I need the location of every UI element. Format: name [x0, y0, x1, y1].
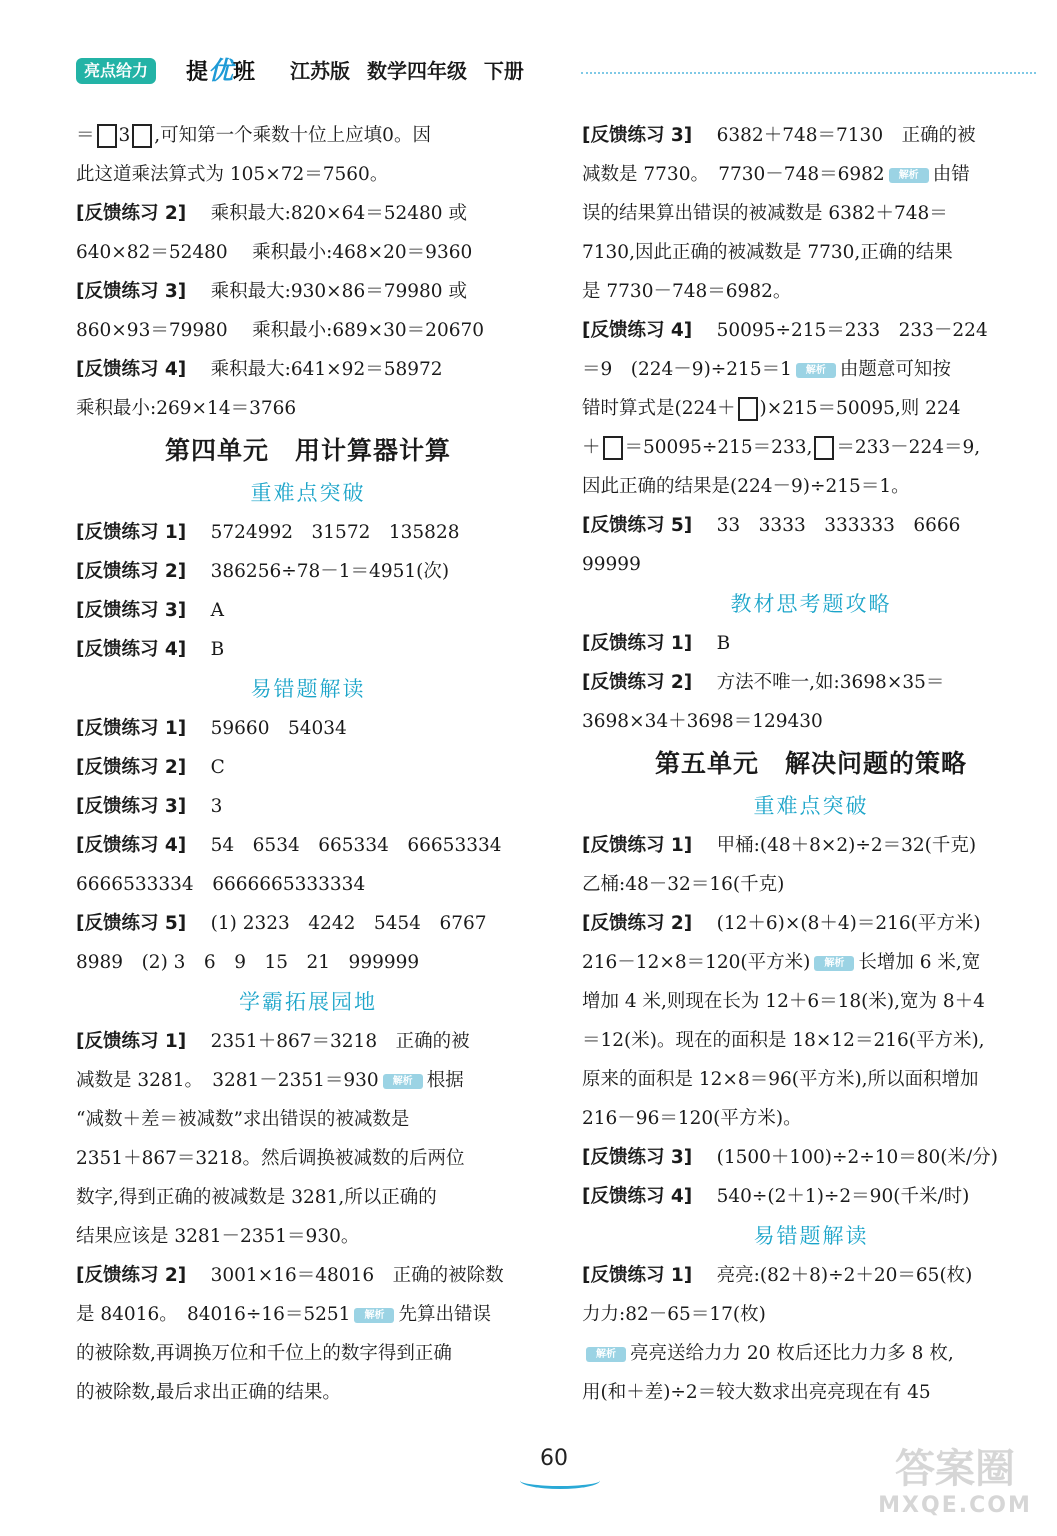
section-title: 教材思考题攻略: [730, 592, 892, 616]
answer-line: 216－12×8＝120(平方米) 解析 长增加 6 米,宽: [582, 952, 981, 973]
exercise-line: [反馈练习 4] 540÷(2＋1)÷2＝90(千米/时): [582, 1186, 970, 1207]
answer-line: 是 84016。 84016÷16＝5251 解析 先算出错误: [76, 1304, 491, 1325]
answer-line: 是 7730－748＝6982。: [582, 281, 792, 302]
answer-line: 的被除数,再调换万位和千位上的数字得到正确: [76, 1343, 452, 1364]
page-number-swoosh: [520, 1472, 600, 1489]
exercise-line: [反馈练习 1] 5724992 31572 135828: [76, 522, 460, 543]
section-title: 易错题解读: [250, 677, 366, 701]
answer-line: ＝ 3 ,可知第一个乘数十位上应填0。因: [76, 125, 431, 146]
section-title: 重难点突破: [250, 481, 366, 505]
exercise-line: [反馈练习 1] 亮亮:(82＋8)÷2＋20＝65(枚): [582, 1265, 973, 1286]
answer-line: 错时算式是(224＋ )×215＝50095,则 224: [582, 398, 961, 419]
answer-line: 用(和＋差)÷2＝较大数求出亮亮现在有 45: [582, 1382, 931, 1403]
answer-line: 的被除数,最后求出正确的结果。: [76, 1382, 341, 1403]
exercise-line: [反馈练习 2] 3001×16＝48016 正确的被除数: [76, 1265, 504, 1286]
section-title: 学霸拓展园地: [239, 990, 377, 1014]
blank-box: [603, 436, 623, 460]
unit-title: 第四单元 用计算器计算: [164, 436, 451, 465]
answer-line: 结果应该是 3281－2351＝930。: [76, 1226, 360, 1247]
analysis-badge: 解析: [796, 363, 836, 378]
answer-line: 216－96＝120(平方米)。: [582, 1108, 802, 1129]
analysis-badge: 解析: [814, 956, 854, 971]
exercise-line: [反馈练习 2] (12＋6)×(8＋4)＝216(平方米): [582, 913, 981, 934]
answer-line: ＋ ＝50095÷215＝233, ＝233－224＝9,: [582, 437, 981, 458]
exercise-line: [反馈练习 2] C: [76, 757, 225, 778]
answer-line: “减数＋差＝被减数”求出错误的被减数是: [76, 1109, 410, 1130]
answer-line: 乙桶:48－32＝16(千克): [582, 874, 785, 895]
answer-line: 7130,因此正确的被减数是 7730,正确的结果: [582, 242, 953, 263]
blank-box: [132, 124, 152, 148]
exercise-line: [反馈练习 2] 乘积最大:820×64＝52480 或: [76, 203, 467, 224]
answer-line: 此这道乘法算式为 105×72＝7560。: [76, 164, 389, 185]
exercise-line: [反馈练习 1] 甲桶:(48＋8×2)÷2＝32(千克): [582, 835, 977, 856]
exercise-line: [反馈练习 4] 乘积最大:641×92＝58972: [76, 359, 443, 380]
left-column: [76, 116, 540, 1412]
exercise-line: [反馈练习 5] (1) 2323 4242 5454 6767: [76, 913, 487, 934]
answer-line: 因此正确的结果是(224－9)÷215＝1。: [582, 476, 910, 497]
page-number: 60: [540, 1446, 568, 1471]
answer-line: 乘积最小:269×14＝3766: [76, 398, 297, 419]
exercise-line: [反馈练习 3] 乘积最大:930×86＝79980 或: [76, 281, 467, 302]
answer-line: 解析 亮亮送给力力 20 枚后还比力力多 8 枚,: [582, 1334, 1040, 1373]
exercise-line: [反馈练习 5] 33 3333 333333 6666: [582, 515, 961, 536]
analysis-badge: 解析: [354, 1308, 394, 1323]
exercise-line: [反馈练习 1] B: [582, 633, 731, 654]
exercise-line: [反馈练习 2] 386256÷78－1＝4951(次): [76, 561, 450, 582]
section-title: 易错题解读: [753, 1224, 869, 1248]
unit-title: 第五单元 解决问题的策略: [654, 749, 967, 778]
blank-box: [97, 124, 117, 148]
exercise-line: [反馈练习 4] 54 6534 665334 66653334: [76, 835, 502, 856]
answer-line: 860×93＝79980 乘积最小:689×30＝20670: [76, 320, 485, 341]
book-info: 江苏版 数学四年级 下册: [290, 59, 524, 83]
brand-badge: 亮点给力: [76, 58, 156, 84]
analysis-badge: 解析: [383, 1074, 423, 1089]
blank-box: [814, 436, 834, 460]
answer-line: 数字,得到正确的被减数是 3281,所以正确的: [76, 1187, 437, 1208]
exercise-line: [反馈练习 3] (1500＋100)÷2÷10＝80(米/分): [582, 1147, 998, 1168]
answer-line: 误的结果算出错误的被减数是 6382＋748＝: [582, 203, 948, 224]
exercise-line: [反馈练习 3] 6382＋748＝7130 正确的被: [582, 125, 976, 146]
answer-line: 原来的面积是 12×8＝96(平方米),所以面积增加: [582, 1069, 979, 1090]
answer-line: 3698×34＋3698＝129430: [582, 711, 823, 732]
blank-box: [738, 397, 758, 421]
exercise-line: [反馈练习 4] B: [76, 639, 225, 660]
answer-line: 6666533334 6666665333334: [76, 874, 366, 895]
right-column: [582, 116, 1040, 1412]
page-header: [76, 56, 1036, 90]
answer-line: 减数是 7730。 7730－748＝6982 解析 由错: [582, 164, 970, 185]
exercise-line: [反馈练习 3] A: [76, 600, 224, 621]
answer-line: 640×82＝52480 乘积最小:468×20＝9360: [76, 242, 473, 263]
answer-line: 增加 4 米,则现在长为 12＋6＝18(米),宽为 8＋4: [582, 991, 985, 1012]
answer-line: ＝12(米)。现在的面积是 18×12＝216(平方米),: [582, 1030, 985, 1051]
answer-line: 2351＋867＝3218。然后调换被减数的后两位: [76, 1148, 465, 1169]
section-title: 重难点突破: [753, 794, 869, 818]
exercise-line: [反馈练习 3] 3: [76, 796, 223, 817]
analysis-badge: 解析: [586, 1347, 626, 1362]
exercise-line: [反馈练习 2] 方法不唯一,如:3698×35＝: [582, 672, 945, 693]
brand-name: 提优班: [186, 56, 256, 85]
answer-line: 减数是 3281。 3281－2351＝930 解析 根据: [76, 1070, 464, 1091]
header-divider: [581, 72, 1036, 74]
answer-line: 8989 (2) 3 6 9 15 21 999999: [76, 952, 420, 973]
answer-line: ＝9 (224－9)÷215＝1 解析 由题意可知按: [582, 359, 951, 380]
exercise-line: [反馈练习 1] 2351＋867＝3218 正确的被: [76, 1031, 470, 1052]
answer-line: 力力:82－65＝17(枚): [582, 1304, 766, 1325]
exercise-line: [反馈练习 1] 59660 54034: [76, 718, 347, 739]
answer-line: 99999: [582, 554, 641, 575]
watermark-logo: 答案圈 MXQE.COM: [878, 1446, 1032, 1518]
exercise-line: [反馈练习 4] 50095÷215＝233 233－224: [582, 320, 988, 341]
analysis-badge: 解析: [889, 168, 929, 183]
